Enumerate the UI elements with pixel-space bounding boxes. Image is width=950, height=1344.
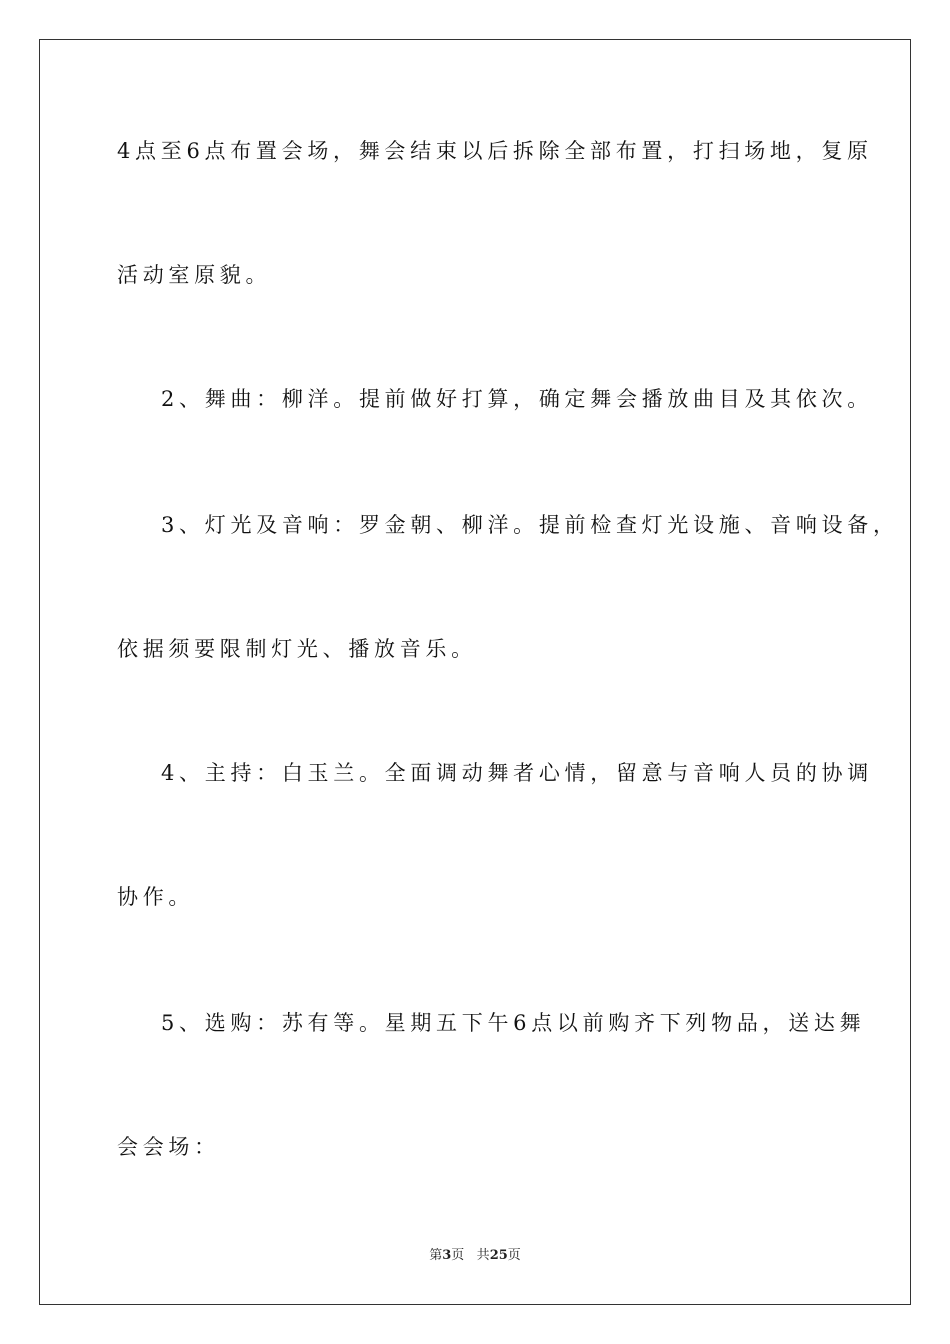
- page-total-number: 25: [489, 1248, 508, 1263]
- paragraph-line: 4、主持：白玉兰。全面调动舞者心情，留意与音响人员的协调: [161, 761, 873, 785]
- page-prefix: 第: [429, 1248, 443, 1263]
- paragraph-line: 协作。: [117, 885, 195, 909]
- paragraph-line: 2、舞曲：柳洋。提前做好打算，确定舞会播放曲目及其依次。: [161, 387, 873, 411]
- paragraph-line: 活动室原貌。: [117, 263, 272, 287]
- paragraph-line: 依据须要限制灯光、播放音乐。: [117, 637, 477, 661]
- page-suffix: 页: [451, 1248, 465, 1263]
- paragraph-line: 3、灯光及音响：罗金朝、柳洋。提前检查灯光设施、音响设备，: [161, 513, 899, 537]
- paragraph-line: 5、选购：苏有等。星期五下午6点以前购齐下列物品，送达舞: [161, 1011, 866, 1035]
- total-suffix: 页: [507, 1248, 521, 1263]
- paragraph-line: 会会场：: [117, 1135, 220, 1159]
- paragraph-line: 4点至6点布置会场，舞会结束以后拆除全部布置，打扫场地，复原: [117, 139, 873, 163]
- page-border: [39, 39, 911, 1305]
- page-current-number: 3: [442, 1248, 452, 1263]
- total-prefix: 共: [476, 1248, 490, 1263]
- page-footer: [0, 1247, 950, 1265]
